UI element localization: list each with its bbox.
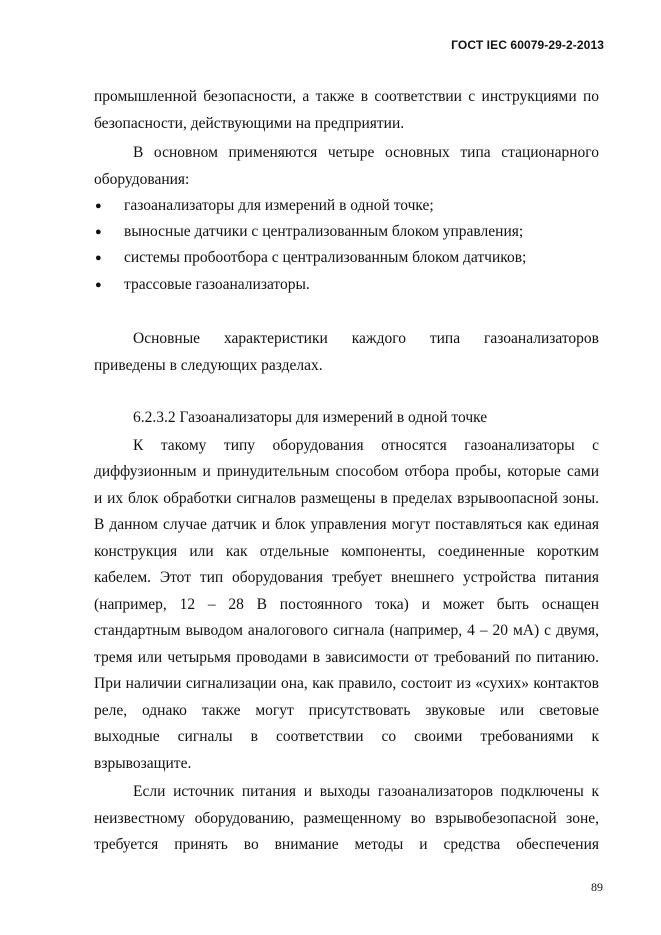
- paragraph-4-line: стандартным выводом аналогового сигнала (например, 4 – 20 мА) с двумя,: [94, 622, 599, 639]
- document-standard-header: ГОСТ IEC 60079-29-2-2013: [451, 38, 604, 52]
- paragraph-4-line: взрывозащите.: [94, 755, 192, 772]
- paragraph-4-line: В данном случае датчик и блок управления могут поставляться как единая: [94, 516, 599, 533]
- bullet-item: трассовые газоанализаторы.: [124, 276, 310, 293]
- bullet-marker: ●: [95, 200, 102, 212]
- paragraph-4-line: и их блок обработки сигналов размещены в пределах взрывоопасной зоны.: [94, 490, 599, 507]
- paragraph-5-line: требуется принять во внимание методы и средства обеспечения: [94, 836, 599, 853]
- paragraph-4-line: выходные сигналы в соответствии со своими требованиями к: [94, 728, 599, 745]
- paragraph-5-line: Если источник питания и выходы газоанализаторов подключены к: [133, 783, 599, 800]
- paragraph-4-line: реле, однако также могут присутствовать звуковые или световые: [94, 702, 599, 719]
- paragraph-4-line: диффузионным и принудительным способом отбора пробы, которые сами: [94, 463, 599, 480]
- page-number: 89: [591, 880, 603, 894]
- bullet-marker: ●: [95, 279, 102, 291]
- paragraph-2-line-1: В основном применяются четыре основных типа стационарного: [133, 144, 599, 161]
- paragraph-4-line: (например, 12 – 28 В постоянного тока) и может быть оснащен: [94, 596, 599, 613]
- bullet-marker: ●: [95, 252, 102, 264]
- bullet-marker: ●: [95, 226, 102, 238]
- paragraph-4-line: конструкция или как отдельные компоненты, соединенные коротким: [94, 543, 599, 560]
- paragraph-4-line: тремя или четырьмя проводами в зависимости от требований по питанию.: [94, 649, 599, 666]
- bullet-item: газоанализаторы для измерений в одной точке;: [124, 197, 434, 214]
- paragraph-5-line: неизвестному оборудованию, размещенному во взрывобезопасной зоне,: [94, 810, 599, 827]
- paragraph-4-line: При наличии сигнализации она, как правило, состоит из «сухих» контактов: [94, 675, 599, 692]
- bullet-item: системы пробоотбора с централизованным блоком датчиков;: [124, 249, 527, 266]
- paragraph-4-line: К такому типу оборудования относятся газоанализаторы с: [133, 437, 599, 454]
- section-heading: 6.2.3.2 Газоанализаторы для измерений в одной точке: [133, 409, 488, 426]
- paragraph-1-line-1: промышленной безопасности, а также в соответствии с инструкциями по: [94, 88, 599, 105]
- paragraph-1-line-2: безопасности, действующими на предприятии.: [94, 115, 405, 132]
- bullet-item: выносные датчики с централизованным блоком управления;: [124, 223, 524, 240]
- paragraph-4-line: кабелем. Этот тип оборудования требует внешнего устройства питания: [94, 569, 599, 586]
- paragraph-2-line-2: оборудования:: [94, 171, 190, 188]
- paragraph-3-line-2: приведены в следующих разделах.: [94, 357, 323, 374]
- paragraph-3-line-1: Основные характеристики каждого типа газоанализаторов: [133, 330, 599, 347]
